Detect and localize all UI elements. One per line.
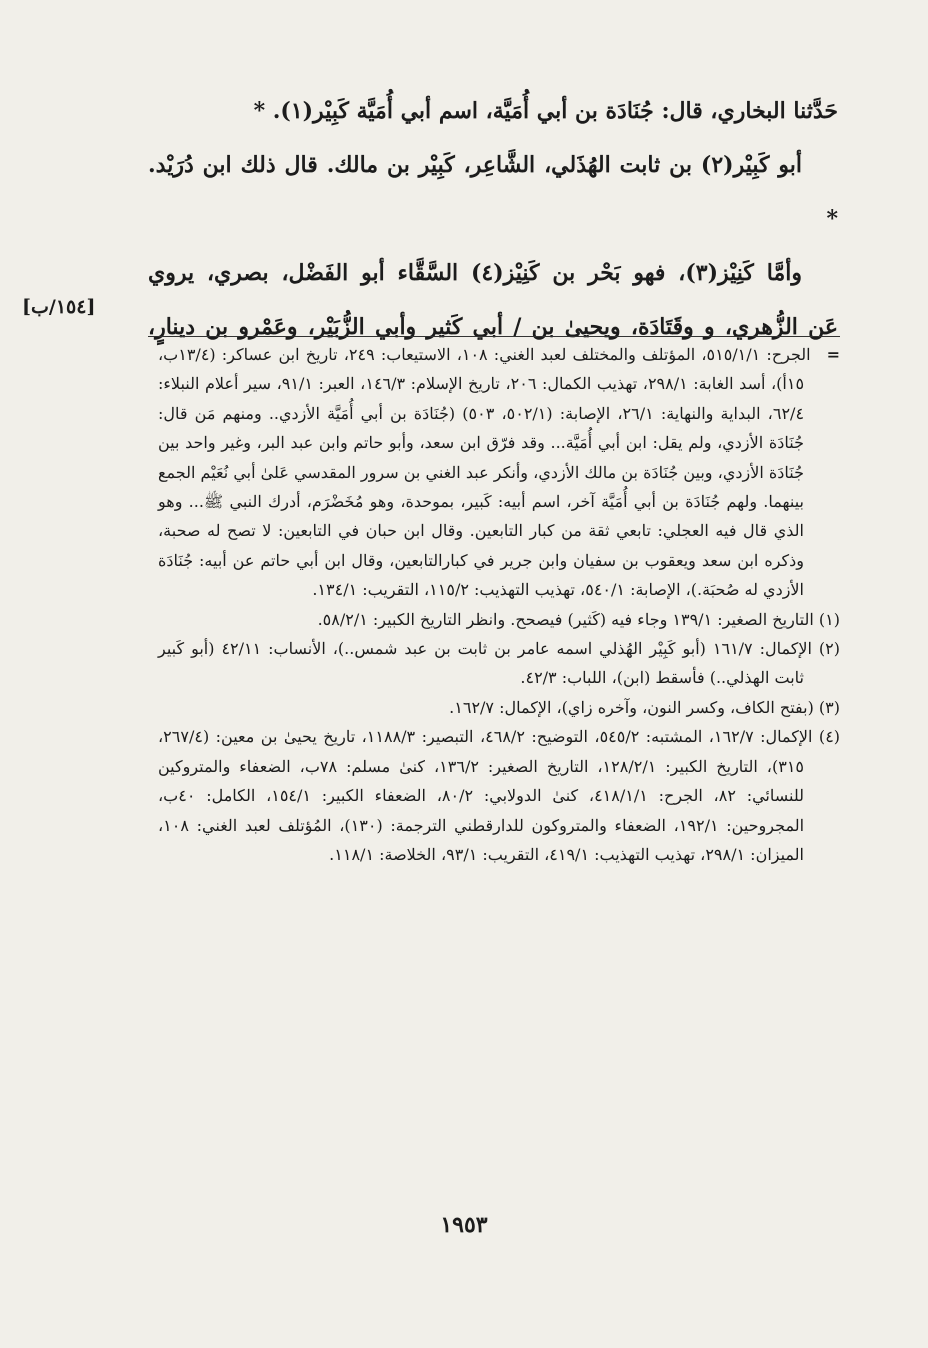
footnote-2: (٢) الإكمال: ١٦١/٧ (أبو كَبِيْر الهُذلي اسمه عامر بن ثابت بن عبد شمس..)، الأنساب: ٤٢/١١ (أبو كَبير ثابت الهذلي..) فأسقط (ابن)، اللباب: ٤٢/٣. — [158, 639, 840, 688]
footnotes — [158, 340, 840, 869]
footnote-separator — [148, 336, 840, 337]
footnote-4: (٤) الإكمال: ١٦٢/٧، المشتبه: ٥٤٥/٢، التوضيح: ٤٦٨/٢، التبصير: ١١٨٨/٣، تاريخ يحيىٰ بن معين: (٢٦٧/٤، ٣١٥)، التاريخ الكبير: ١٢٨/٢/١، التاريخ الصغير: ١٣٦/٢، كنىٰ مسلم: ٧٨ب، الضعفاء والمتروكين للنسائي: ٨٢، الجرح: ٤١٨/١/١، كنىٰ الدولابي: ٨٠/٢، الضعفاء الكبير: ١٥٤/١، الكامل: ٤٠ب، المجروحين: ١٩٢/١، الضعفاء والمتروكون للدارقطني الترجمة: (١٣٠)، المُؤتلف لعبد الغني: ١٠٨، الميزان: ٢٩٨/١، تهذيب التهذيب: ٤١٩/١، التقريب: ٩٣/١، الخلاصة: ١١٨/١. — [158, 727, 841, 864]
main-line-1: حَدَّثنا البخاري، قال: جُنَادَة بن أبي أُمَيَّة، اسم أبي أُمَيَّة كَبِيْر(١). * — [253, 98, 838, 124]
page-number: ١٩٥٣ — [440, 1212, 488, 1238]
main-paragraph-3-line-1: وأمَّا كَنِيْز(٣)، فهو بَحْر بن كَنِيْز(٤) السَّقَّاء أبو الفَضْل، بصري، يروي — [148, 260, 802, 286]
footnote-3: (٣) (بفتح الكاف، وكسر النون، وآخره زاي)، الإكمال: ١٦٢/٧. — [449, 697, 840, 717]
main-text — [148, 84, 838, 354]
main-paragraph-3-line-2: عَن الزُّهري، و وقَتَادَة، ويحيىٰ بن / أبي كَثير وأبي الزُّبَيْر، وعَمْرو بن دينارٍ، — [148, 314, 838, 340]
footnote-continuation — [158, 340, 840, 605]
footnote-1: (١) التاريخ الصغير: ١٣٩/١ وجاء فيه (كَثير) فيصحح. وانظر التاريخ الكبير: ٥٨/٢/١. — [317, 609, 840, 629]
main-paragraph-2: أبو كَبِيْر(٢) بن ثابت الهُذَلي، الشَّاعِر، كَبِيْر بن مالك. قال ذلك ابن دُرَيْد. * — [148, 152, 838, 232]
continuation-marker: = — [826, 345, 841, 364]
manuscript-folio-marker: [١٥٤/ب] — [22, 296, 96, 318]
footnote-continuation-text: الجرح: ٥١٥/١/١، المؤتلف والمختلف لعبد الغني: ١٠٨، الاستيعاب: ٢٤٩، تاريخ ابن عساكر: (١٣/٤ب، ١٥أ)، أسد الغابة: ٢٩٨/١، تهذيب الكمال: ٢٠٦، تاريخ الإسلام: ١٤٦/٣، العبر: ٩١/١، سير أعلام النبلاء: ٦٢/٤، البداية والنهاية: ٢٦/١، الإصابة: (٥٠٢/١، ٥٠٣) (جُنَادَة بن أبي أُمَيَّة الأزدي.. ومنهم مَن قال: جُنَادَة الأزدي، ولم يقل: ابن أبي أُمَيَّة... وقد فرّق ابن سعد، وأبو حاتم وابن عبد البر، وغير واحد بين جُنَادَة الأزدي، وبين جُنَادَة بن مالك الأزدي، وأنكر عبد الغني بن سرور المقدسي عَلىٰ أبي نُعَيْم الجمع بينهما. ولهم جُنَادَة بن أبي أُمَيَّة آخر، اسم أبيه: كَبير، بموحدة، وهو مُخَضْرَم، أدرك النبي ﷺ... وهو الذي قال فيه العجلي: تابعي ثقة من كبار التابعين. وقال ابن حبان في التابعين: لا تصح له صحبة، وذكره ابن سعد ويعقوب بن سفيان وابن جرير في كبارالتابعين، وقال ابن أبي حاتم عن أبيه: جُنَادَة الأزدي له صُحبَة.)، الإصابة: ٥٤٠/١، تهذيب التهذيب: ١١٥/٢، التقريب: ١٣٤/١. — [158, 345, 811, 600]
